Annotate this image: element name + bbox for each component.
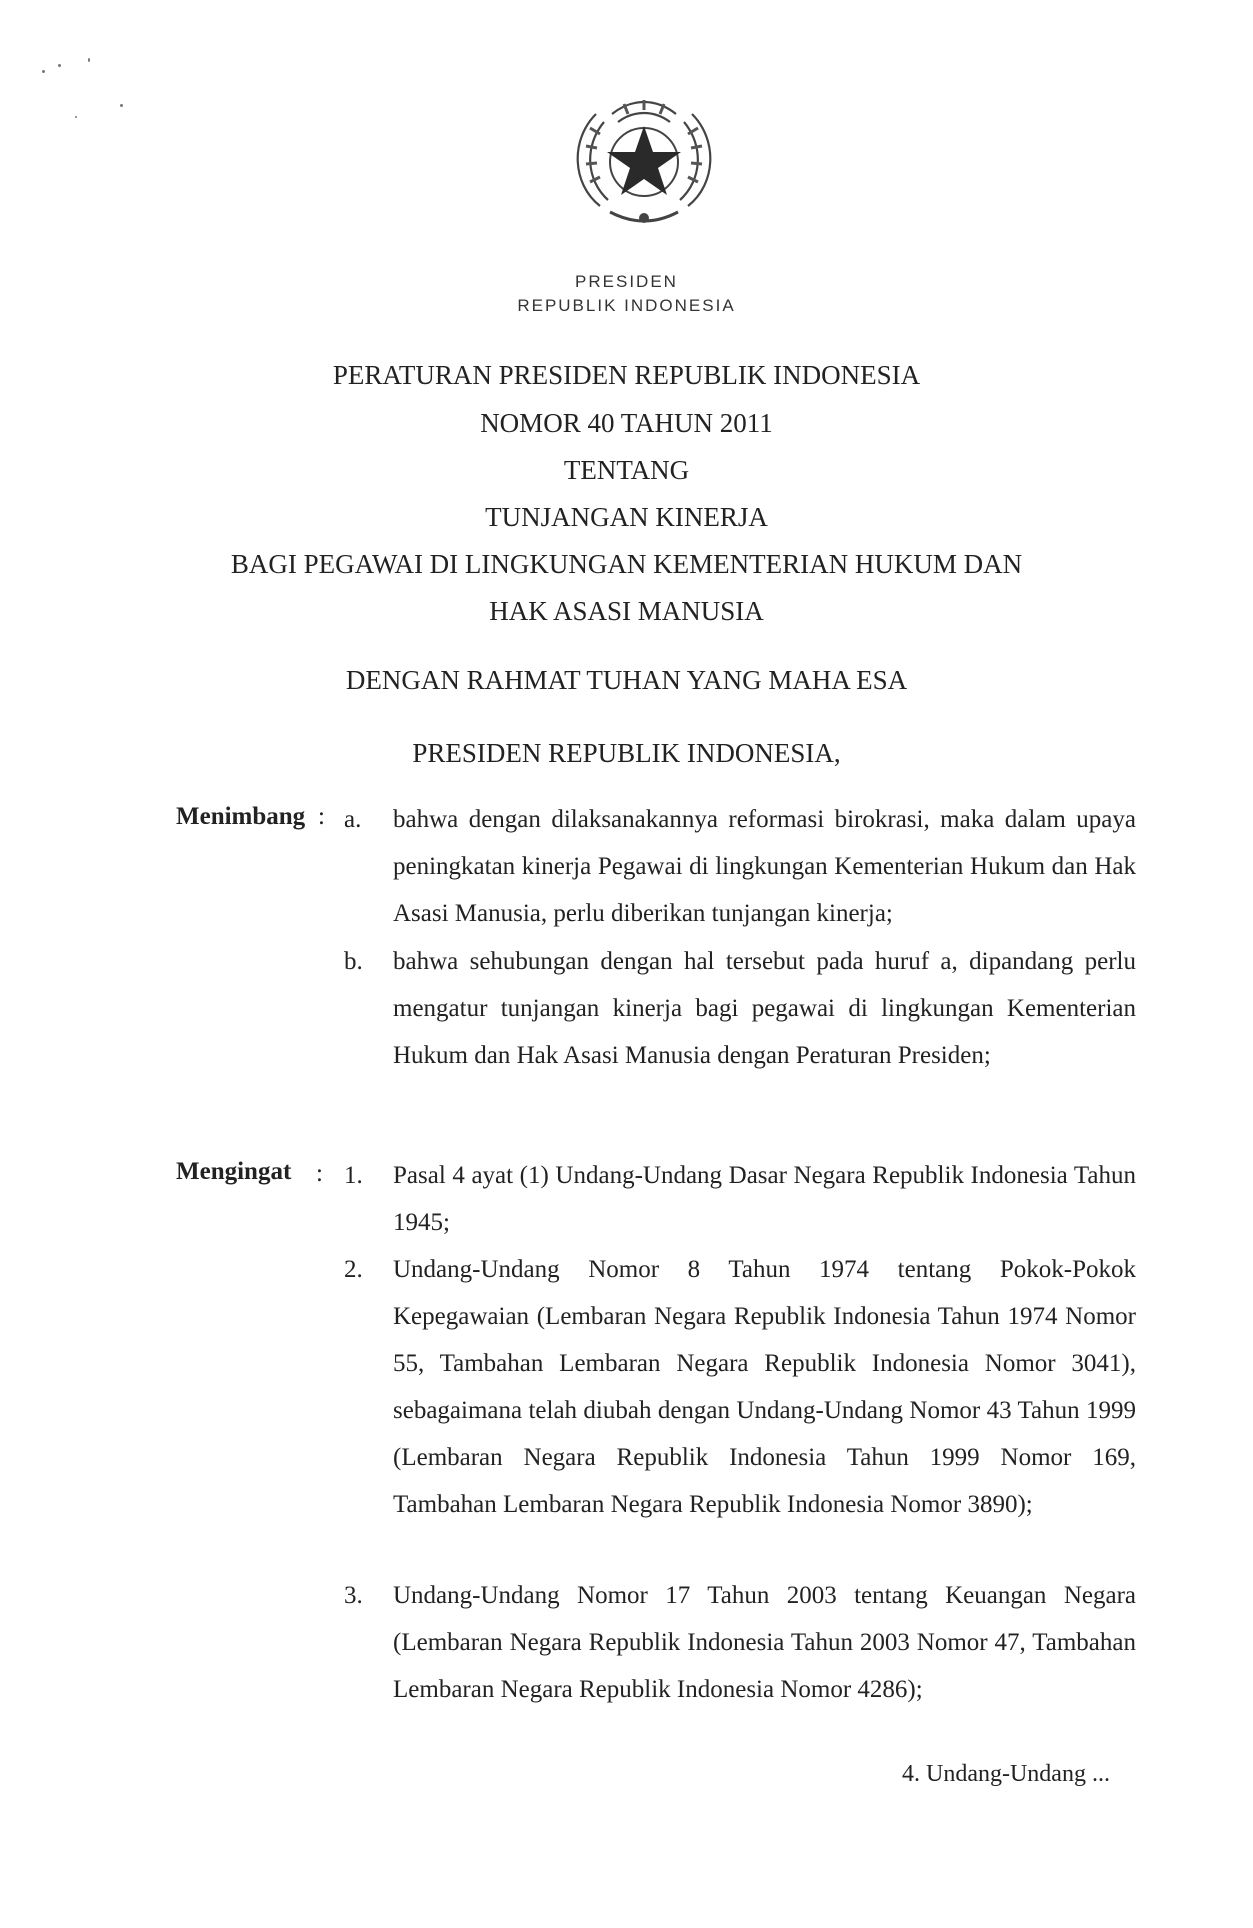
scan-speck [58, 64, 61, 67]
regulation-subject-line3: HAK ASASI MANUSIA [489, 596, 764, 626]
preamble-president: PRESIDEN REPUBLIK INDONESIA, [412, 738, 841, 768]
scan-speck [120, 104, 123, 107]
menimbang-item: bahwa dengan dilaksanakannya reformasi birokrasi, maka dalam upaya peningkatan kinerja Pegawai di lingkungan Kementerian Hukum dan Hak Asasi Manusia, perlu diberikan tunjangan kinerja; [393, 806, 1136, 927]
mengingat-item: Undang-Undang Nomor 8 Tahun 1974 tentang Pokok-Pokok Kepegawaian (Lembaran Negara Republik Indonesia Tahun 1974 Nomor 55, Tambahan Lembaran Negara Republik Indonesia Nomor 3041), sebagaimana telah diubah dengan Undang-Undang Nomor 43 Tahun 1999 (Lembaran Negara Republik Indonesia Tahun 1999 Nomor 169, Tambahan Lembaran Negara Republik Indonesia Nomor 3890); [393, 1256, 1136, 1518]
preamble-invocation: DENGAN RAHMAT TUHAN YANG MAHA ESA [345, 665, 908, 695]
regulation-subject-line2: BAGI PEGAWAI DI LINGKUNGAN KEMENTERIAN HUKUM DAN [230, 549, 1023, 579]
mengingat-item: Undang-Undang Nomor 17 Tahun 2003 tentang Keuangan Negara (Lembaran Negara Republik Indonesia Tahun 2003 Nomor 47, Tambahan Lembaran Negara Republik Indonesia Nomor 4286); [393, 1582, 1136, 1703]
mengingat-colon: : [316, 1160, 323, 1187]
menimbang-item: bahwa sehubungan dengan hal tersebut pada huruf a, dipandang perlu mengatur tunjangan kinerja bagi pegawai di lingkungan Kementerian Hukum dan Hak Asasi Manusia dengan Peraturan Presiden; [393, 948, 1136, 1069]
mengingat-item: Pasal 4 ayat (1) Undang-Undang Dasar Negara Republik Indonesia Tahun 1945; [393, 1162, 1136, 1236]
menimbang-item-mark: b. [344, 948, 363, 975]
institution-name: PRESIDEN [575, 272, 678, 291]
regulation-number: NOMOR 40 TAHUN 2011 [480, 408, 773, 438]
mengingat-item-mark: 1. [344, 1162, 363, 1189]
menimbang-item-mark: a. [344, 806, 362, 833]
institution-country: REPUBLIK INDONESIA [517, 296, 736, 315]
mengingat-item-mark: 3. [344, 1582, 363, 1609]
regulation-title: PERATURAN PRESIDEN REPUBLIK INDONESIA [332, 360, 921, 390]
scan-speck [75, 116, 77, 118]
garuda-star-emblem-icon [560, 88, 728, 236]
scan-speck [42, 70, 45, 73]
menimbang-label: Menimbang [176, 803, 306, 830]
mengingat-item-mark: 2. [344, 1256, 363, 1283]
menimbang-colon: : [318, 803, 325, 830]
mengingat-label: Mengingat [176, 1158, 292, 1185]
continuation-note: 4. Undang-Undang ... [902, 1761, 1110, 1787]
regulation-about: TENTANG [563, 455, 690, 485]
regulation-subject: TUNJANGAN KINERJA [485, 502, 768, 532]
scan-speck [88, 58, 90, 62]
